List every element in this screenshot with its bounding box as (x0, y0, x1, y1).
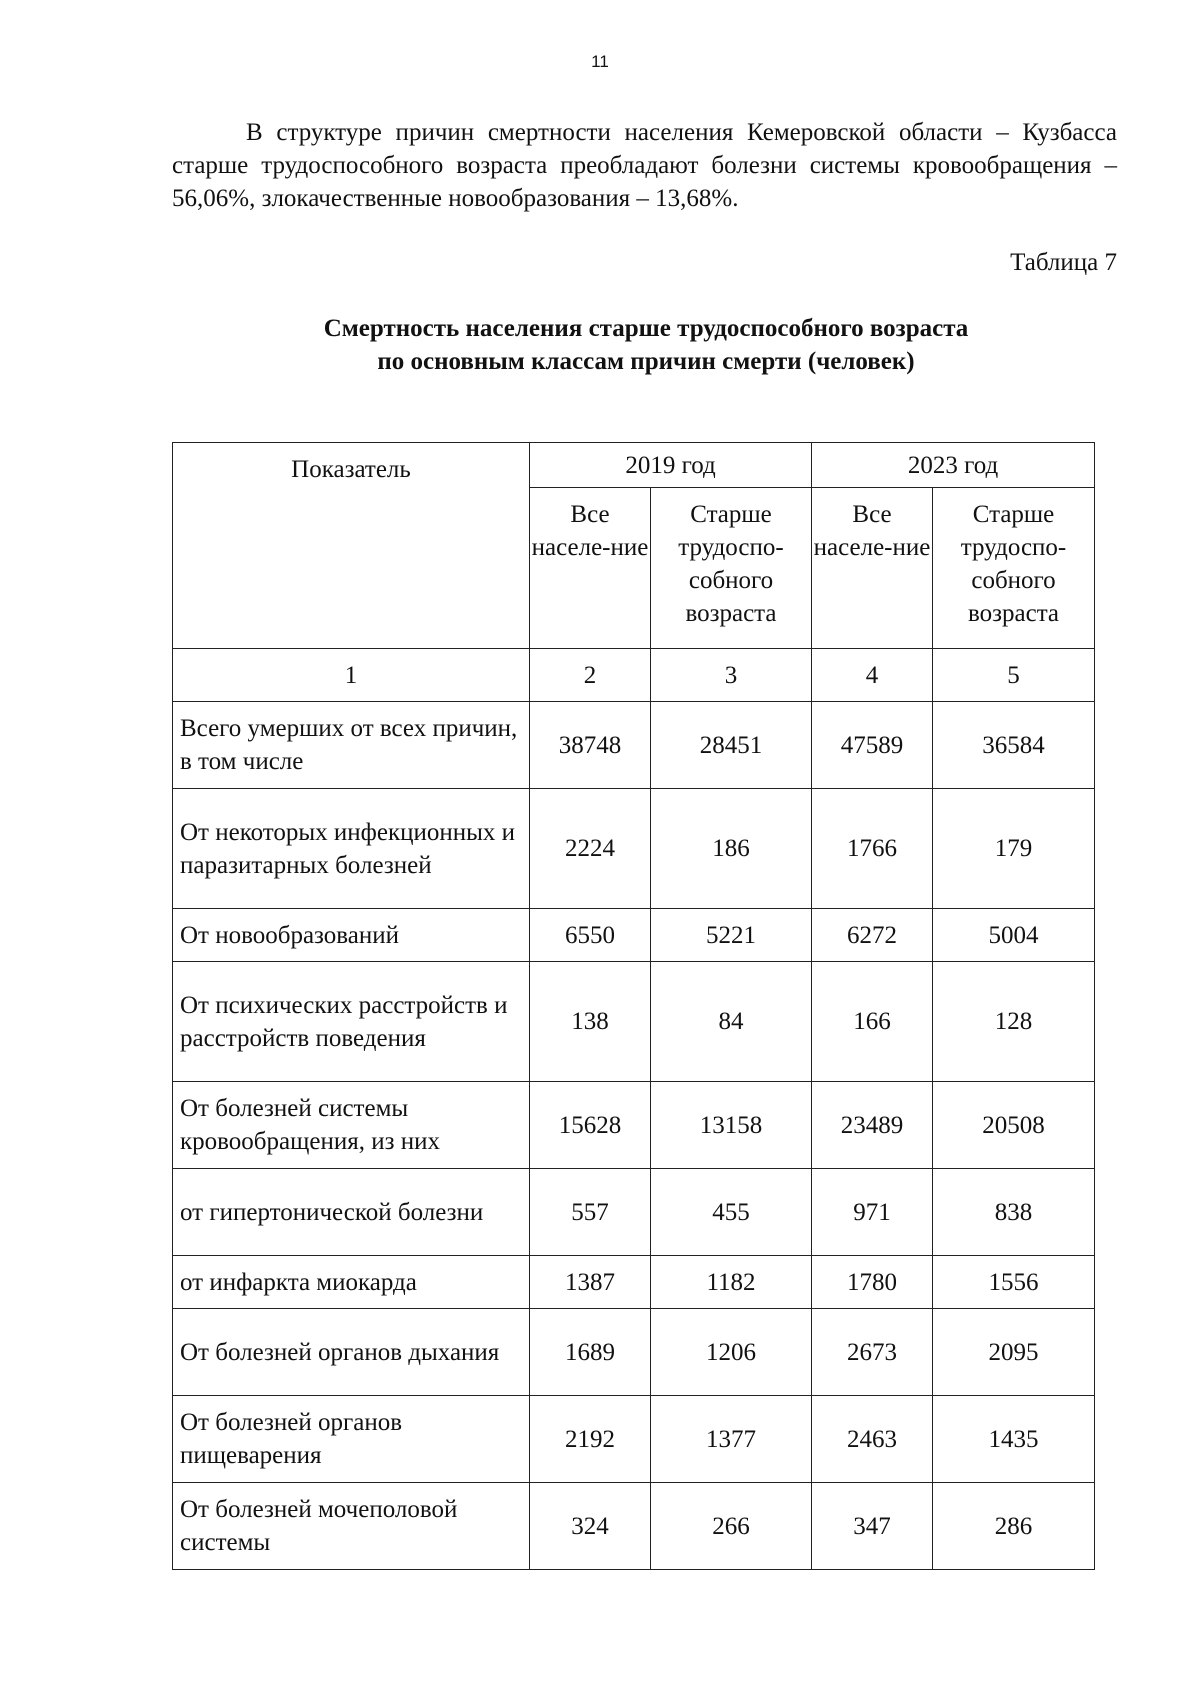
cell-2023-all: 971 (812, 1169, 933, 1256)
cell-2019-older: 13158 (651, 1082, 812, 1169)
cell-2023-all: 1766 (812, 789, 933, 909)
table-row (173, 702, 1095, 789)
cell-2023-older: 20508 (933, 1082, 1095, 1169)
column-number: 4 (812, 649, 933, 702)
mortality-table (172, 442, 1095, 1570)
cell-2023-all: 166 (812, 962, 933, 1082)
cell-2019-all: 138 (530, 962, 651, 1082)
cell-2023-all: 6272 (812, 909, 933, 962)
header-2019-older-population: Старше трудоспо-собного возраста (651, 488, 812, 649)
cell-2019-older: 1182 (651, 1256, 812, 1309)
cell-2023-older: 2095 (933, 1309, 1095, 1396)
cell-2023-older: 36584 (933, 702, 1095, 789)
header-2023-all-population: Все населе-ние (812, 488, 933, 649)
cell-2019-older: 1377 (651, 1396, 812, 1483)
cell-2023-older: 128 (933, 962, 1095, 1082)
cell-2019-older: 186 (651, 789, 812, 909)
row-label: От болезней органов пищеварения (173, 1396, 530, 1483)
column-number: 2 (530, 649, 651, 702)
cell-2023-older: 286 (933, 1483, 1095, 1570)
header-2023-older-population: Старше трудоспо-собного возраста (933, 488, 1095, 649)
row-label: Всего умерших от всех причин, в том числе (173, 702, 530, 789)
table-row (173, 789, 1095, 909)
cell-2019-all: 557 (530, 1169, 651, 1256)
table-row (173, 1396, 1095, 1483)
cell-2023-older: 1556 (933, 1256, 1095, 1309)
table-row (173, 1483, 1095, 1570)
cell-2019-all: 2192 (530, 1396, 651, 1483)
cell-2019-all: 6550 (530, 909, 651, 962)
table-title-line-1: Смертность населения старше трудоспособного возраста (323, 315, 969, 342)
table-row (173, 909, 1095, 962)
table-title-line-2: по основным классам причин смерти (человек) (377, 348, 915, 375)
cell-2019-older: 84 (651, 962, 812, 1082)
column-number-row (173, 649, 1095, 702)
table-row (173, 1256, 1095, 1309)
row-label: от инфаркта миокарда (173, 1256, 530, 1309)
column-number: 5 (933, 649, 1095, 702)
table-row (173, 1309, 1095, 1396)
header-indicator: Показатель (173, 443, 530, 649)
column-number: 3 (651, 649, 812, 702)
row-label: От болезней системы кровообращения, из них (173, 1082, 530, 1169)
cell-2023-older: 5004 (933, 909, 1095, 962)
cell-2023-older: 1435 (933, 1396, 1095, 1483)
table-row (173, 962, 1095, 1082)
cell-2023-older: 838 (933, 1169, 1095, 1256)
table-row (173, 1082, 1095, 1169)
cell-2019-older: 28451 (651, 702, 812, 789)
row-label: От болезней органов дыхания (173, 1309, 530, 1396)
row-label: От новообразований (173, 909, 530, 962)
page-number: 11 (591, 52, 609, 71)
cell-2019-all: 15628 (530, 1082, 651, 1169)
cell-2019-all: 1387 (530, 1256, 651, 1309)
intro-paragraph: В структуре причин смертности населения Кемеровской области – Кузбасса старше трудоспособного возраста преобладают болезни системы кровообращения – 56,06%, злокачественные новообразования – 13,68%. (172, 119, 1117, 212)
cell-2023-all: 2463 (812, 1396, 933, 1483)
cell-2023-all: 1780 (812, 1256, 933, 1309)
table-label: Таблица 7 (1010, 249, 1117, 276)
table-row (173, 1169, 1095, 1256)
cell-2023-all: 23489 (812, 1082, 933, 1169)
row-label: От болезней мочеполовой системы (173, 1483, 530, 1570)
header-row-years (173, 443, 1095, 488)
cell-2023-older: 179 (933, 789, 1095, 909)
cell-2019-all: 1689 (530, 1309, 651, 1396)
row-label: От психических расстройств и расстройств поведения (173, 962, 530, 1082)
cell-2019-all: 2224 (530, 789, 651, 909)
header-2019-all-population: Все населе-ние (530, 488, 651, 649)
cell-2023-all: 2673 (812, 1309, 933, 1396)
header-year-2023: 2023 год (812, 443, 1095, 488)
header-year-2019: 2019 год (530, 443, 812, 488)
cell-2019-older: 1206 (651, 1309, 812, 1396)
cell-2023-all: 347 (812, 1483, 933, 1570)
column-number: 1 (173, 649, 530, 702)
cell-2023-all: 47589 (812, 702, 933, 789)
row-label: От некоторых инфекционных и паразитарных болезней (173, 789, 530, 909)
table-title (0, 312, 1200, 378)
cell-2019-older: 455 (651, 1169, 812, 1256)
cell-2019-older: 266 (651, 1483, 812, 1570)
row-label: от гипертонической болезни (173, 1169, 530, 1256)
cell-2019-all: 38748 (530, 702, 651, 789)
cell-2019-all: 324 (530, 1483, 651, 1570)
cell-2019-older: 5221 (651, 909, 812, 962)
